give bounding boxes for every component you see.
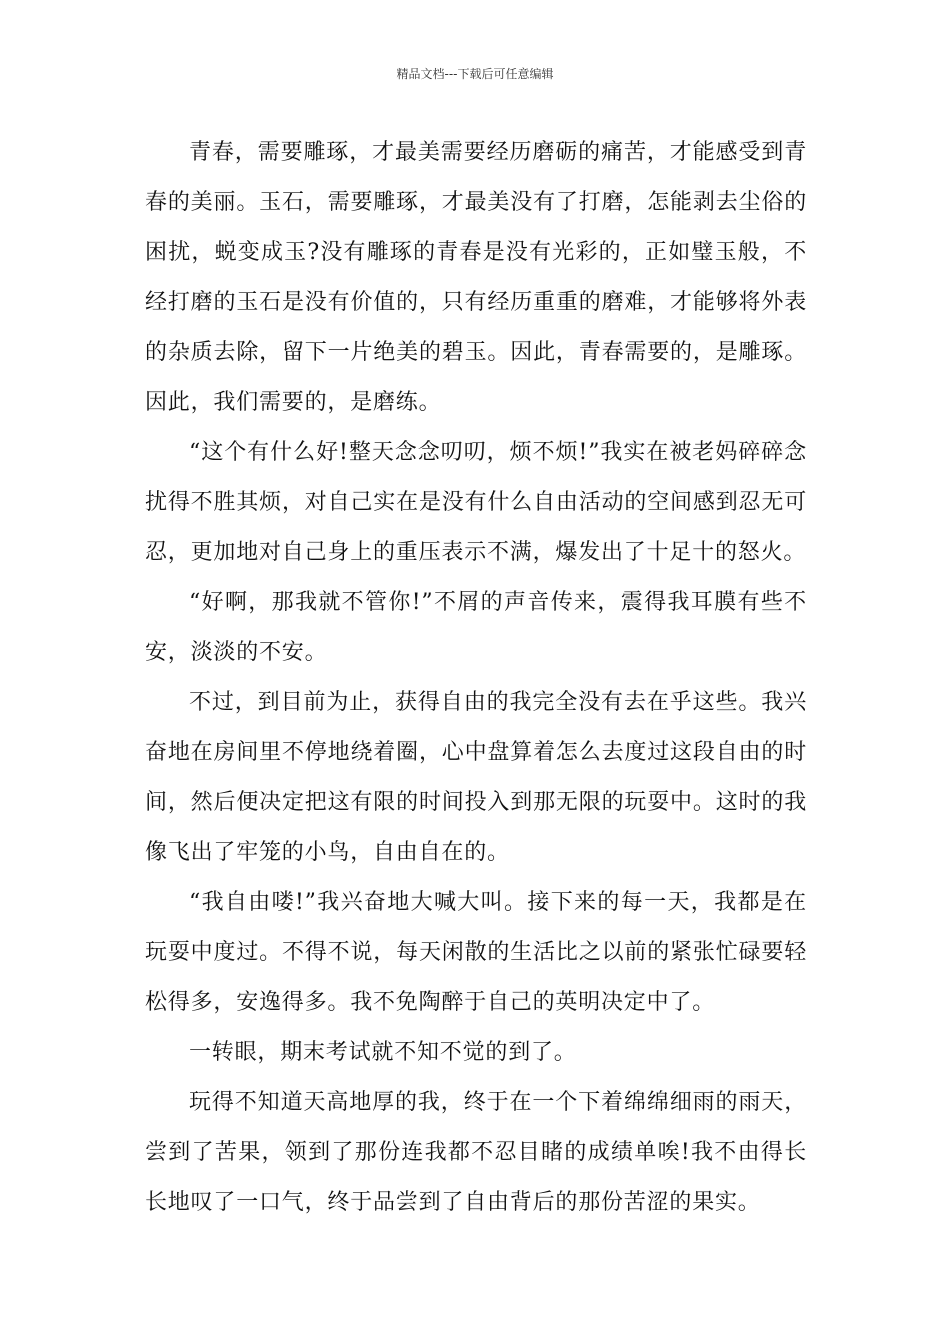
document-body [145,128,807,1228]
paragraph: “这个有什么好!整天念念叨叨，烦不烦!”我实在被老妈碎碎念扰得不胜其烦，对自己实在是没有什么自由活动的空间感到忍无可忍，更加地对自己身上的重压表示不满，爆发出了十足十的怒火。 [145,440,807,565]
paragraph: 青春，需要雕琢，才最美需要经历磨砺的痛苦，才能感受到青春的美丽。玉石，需要雕琢，才最美没有了打磨，怎能剥去尘俗的困扰，蜕变成玉?没有雕琢的青春是没有光彩的，正如璧玉般，不经打磨的玉石是没有价值的，只有经历重重的磨难，才能够将外表的杂质去除，留下一片绝美的碧玉。因此，青春需要的，是雕琢。因此，我们需要的，是磨练。 [145,140,807,415]
paragraph: 玩得不知道天高地厚的我，终于在一个下着绵绵细雨的雨天，尝到了苦果，领到了那份连我都不忍目睹的成绩单唉!我不由得长长地叹了一口气，终于品尝到了自由背后的那份苦涩的果实。 [145,1090,807,1215]
paragraph: 一转眼，期末考试就不知不觉的到了。 [189,1040,577,1065]
paragraph: 不过，到目前为止，获得自由的我完全没有去在乎这些。我兴奋地在房间里不停地绕着圈，心中盘算着怎么去度过这段自由的时间，然后便决定把这有限的时间投入到那无限的玩耍中。这时的我像飞出了牢笼的小鸟，自由自在的。 [145,690,807,865]
page-header: 精品文档---下载后可任意编辑 [396,67,554,81]
paragraph: “我自由喽!”我兴奋地大喊大叫。接下来的每一天，我都是在玩耍中度过。不得不说，每天闲散的生活比之以前的紧张忙碌要轻松得多，安逸得多。我不免陶醉于自己的英明决定中了。 [145,890,807,1015]
paragraph: “好啊，那我就不管你!”不屑的声音传来，震得我耳膜有些不安，淡淡的不安。 [145,590,807,665]
